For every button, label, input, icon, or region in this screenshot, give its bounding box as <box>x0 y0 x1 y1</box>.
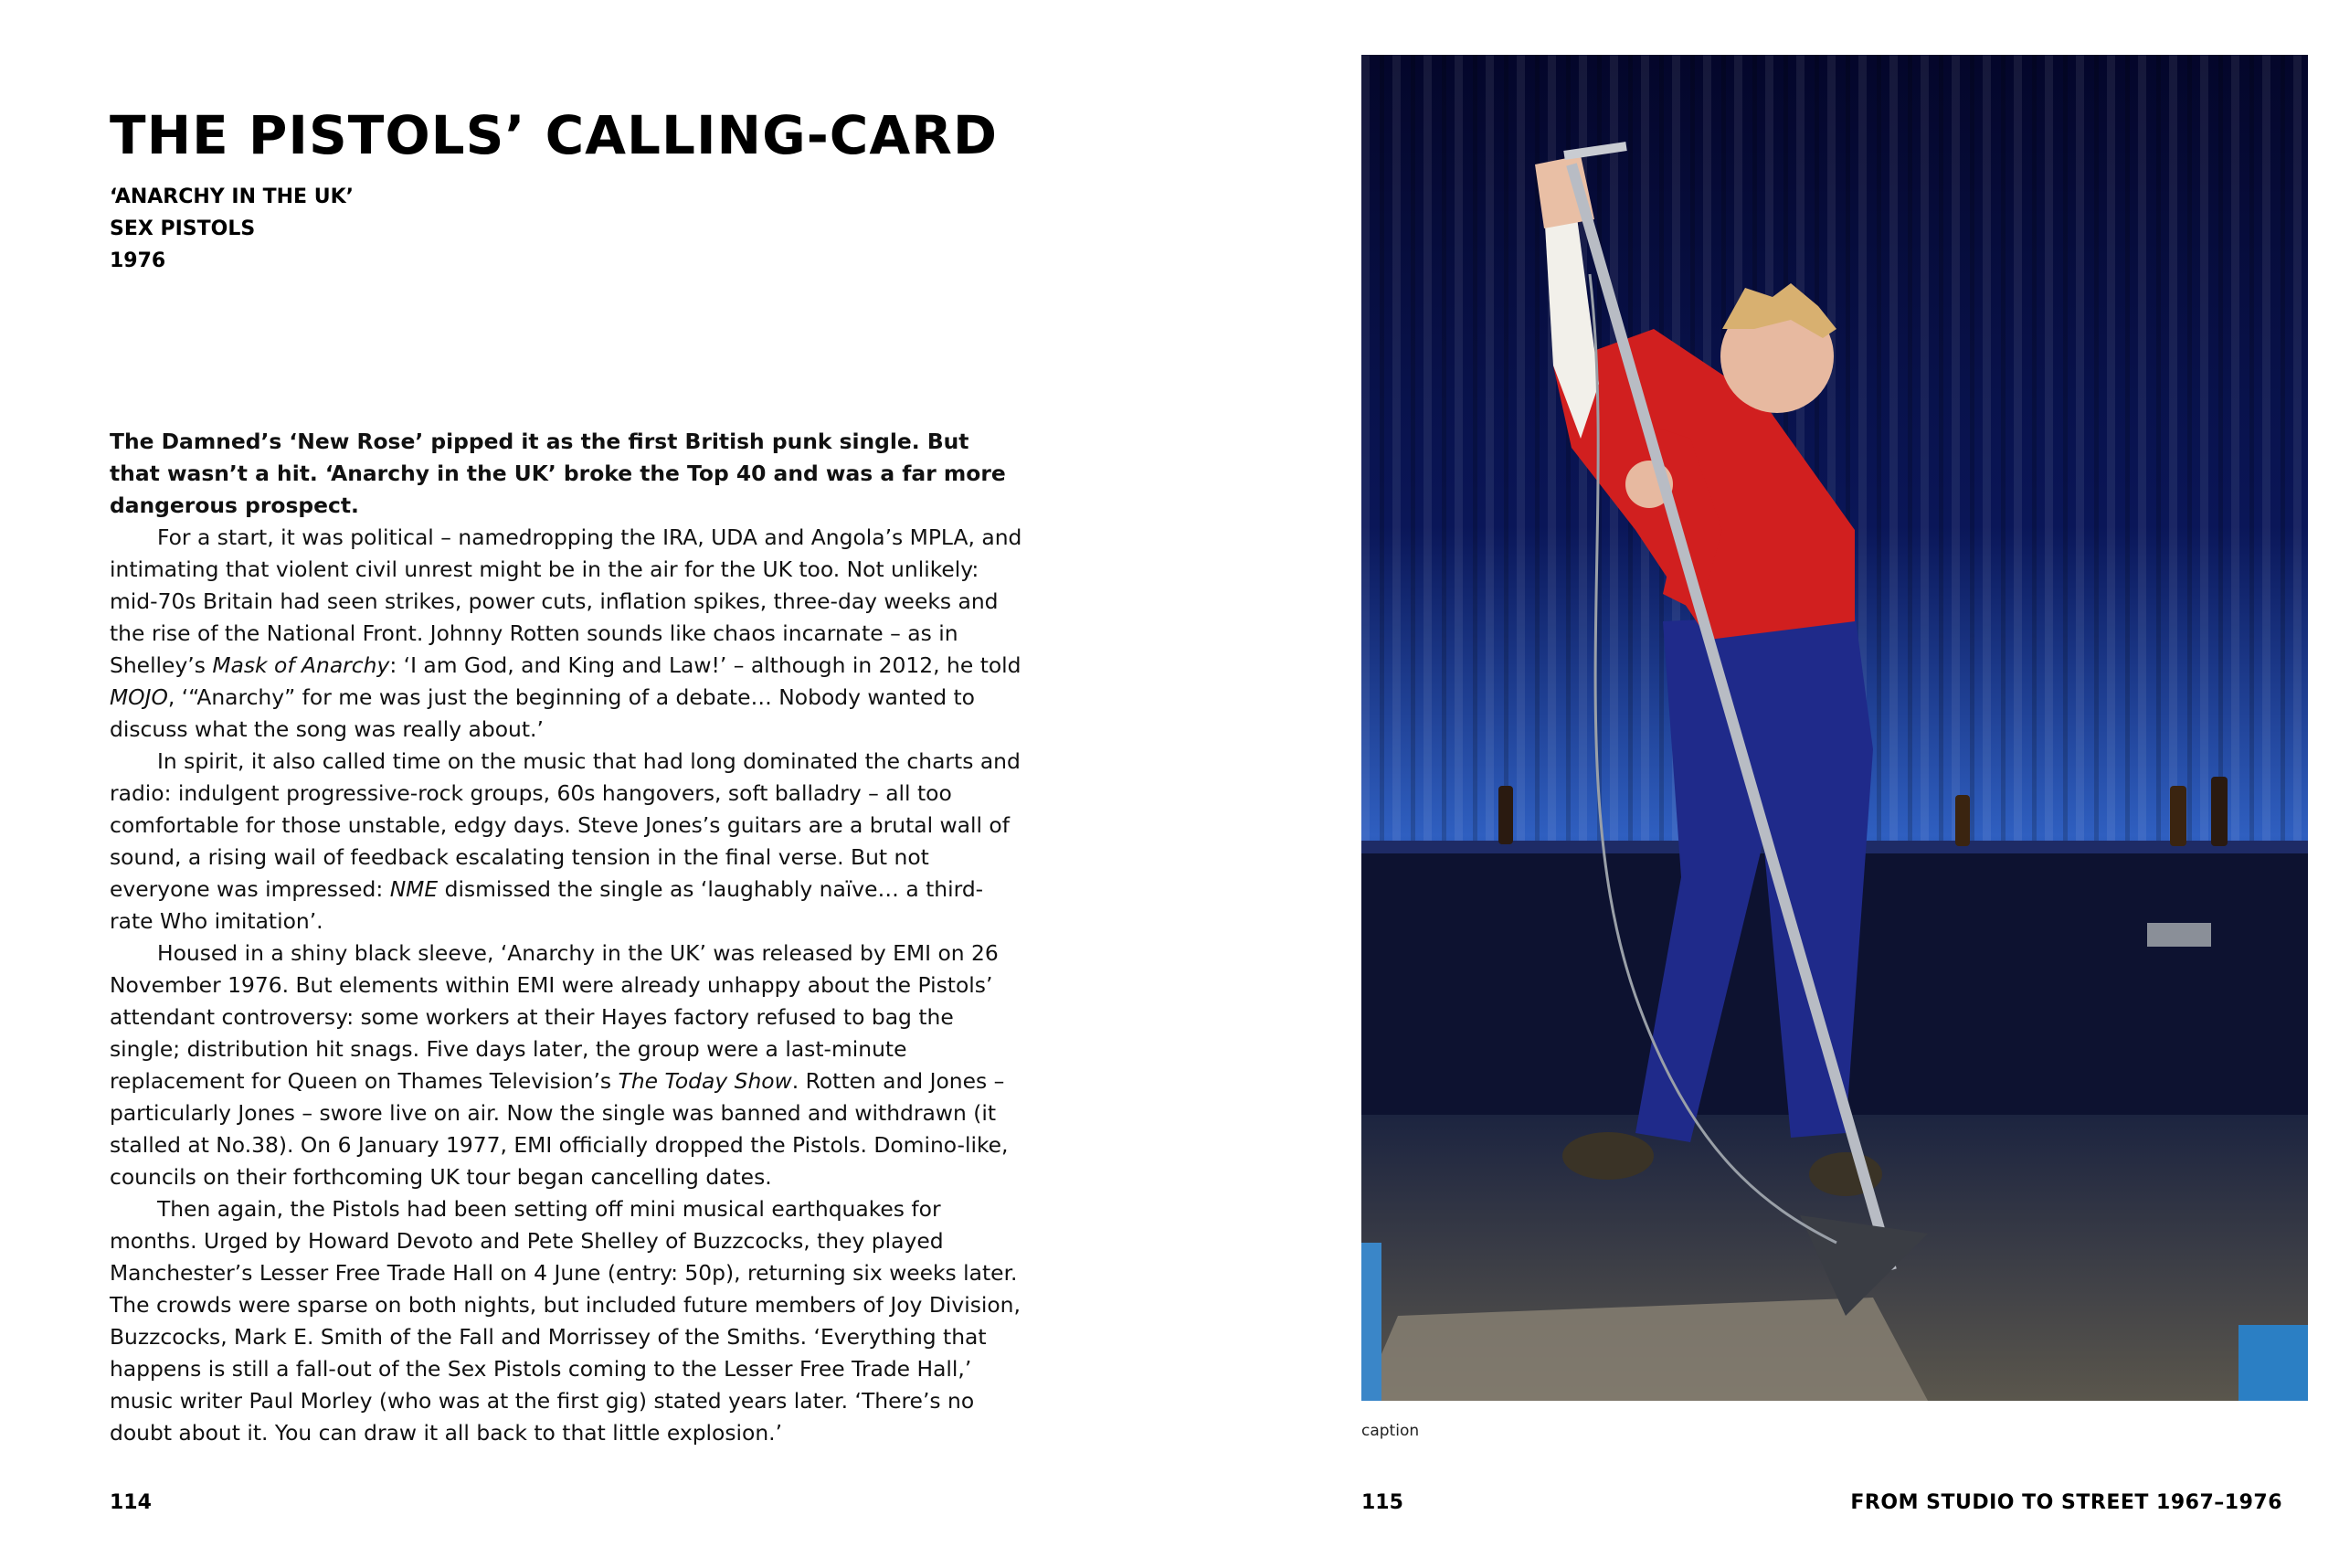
photo-caption: caption <box>1361 1422 1420 1440</box>
italic-title: MOJO <box>110 684 168 710</box>
concert-photo <box>1361 55 2308 1401</box>
article-body <box>110 426 1023 1449</box>
page-title: THE PISTOLS’ CALLING-CARD <box>110 104 999 166</box>
text-run: : ‘I am God, and King and Law!’ – although in 2012, he told <box>389 652 1021 678</box>
page-number-left: 114 <box>110 1491 152 1514</box>
song-meta <box>110 181 354 277</box>
lead-paragraph <box>110 426 1023 522</box>
body-paragraph <box>110 1193 1023 1449</box>
page-number-right: 115 <box>1361 1491 1403 1514</box>
text-run: , ‘“Anarchy” for me was just the beginning of a debate… Nobody wanted to discuss what the song was really about.’ <box>110 684 975 742</box>
text-run: Then again, the Pistols had been setting off mini musical earthquakes for months. Urged by Howard Devoto and Pete Shelley of Buzzcocks, they played Manchester’s Lesser Free Trade Hall on 4 June (entry: 50p), returning six weeks later. The crowds were sparse on both nights, but included future members of Joy Division, Buzzcocks, Mark E. Smith of the Fall and Morrissey of the Smiths. ‘Everything that happens is still a fall-out of the Sex Pistols coming to the Lesser Free Trade Hall,’ music writer Paul Morley (who was at the first gig) stated years later. ‘There’s no doubt about it. You can draw it all back to that little explosion.’ <box>110 1196 1021 1446</box>
italic-title: The Today Show <box>618 1068 792 1094</box>
song-title: ‘ANARCHY IN THE UK’ <box>110 185 355 208</box>
text-run: In spirit, it also called time on the music that had long dominated the charts and radio: indulgent progressive-rock groups, 60s hangovers, soft balladry – all too comfortable for those unstable, edgy days. Steve Jones’s guitars are a brutal wall of sound, a rising wail of feedback escalating tension in the final verse. But not everyone was impressed: <box>110 748 1021 902</box>
right-page <box>1170 0 2339 1568</box>
release-year: 1976 <box>110 249 166 272</box>
text-run: For a start, it was political – namedropping the IRA, UDA and Angola’s MPLA, and intimating that violent civil unrest might be in the air for the UK too. Not unlikely: mid-70s Britain had seen strikes, power cuts, inflation spikes, three-day weeks and the rise of the National Front. Johnny Rotten sounds like chaos incarnate – as in Shelley’s <box>110 524 1022 678</box>
text-run: . Rotten and Jones – particularly Jones – swore live on air. Now the single was banned and withdrawn (it stalled at No.38). On 6 January 1977, EMI officially dropped the Pistols. Domino-like, councils on their forthcoming UK tour began cancelling dates. <box>110 1068 1009 1190</box>
italic-title: NME <box>389 876 439 902</box>
artist-name: SEX PISTOLS <box>110 217 256 240</box>
body-paragraph <box>110 746 1023 938</box>
text-run: dismissed the single as ‘laughably naïve… a third-rate Who imitation’. <box>110 876 984 934</box>
italic-title: Mask of Anarchy <box>212 652 390 678</box>
body-paragraph <box>110 938 1023 1193</box>
text-run: The Damned’s ‘New Rose’ pipped it as the first British punk single. But that wasn’t a hit. ‘Anarchy in the UK’ broke the Top 40 and was a far more dangerous prospect. <box>110 429 1006 518</box>
running-head: FROM STUDIO TO STREET 1967–1976 <box>1850 1491 2282 1514</box>
text-run: Housed in a shiny black sleeve, ‘Anarchy in the UK’ was released by EMI on 26 November 1976. But elements within EMI were already unhappy about the Pistols’ attendant controversy: some workers at their Hayes factory refused to bag the single; distribution hit snags. Five days later, the group were a last-minute replacement for Queen on Thames Television’s <box>110 940 999 1094</box>
body-paragraph <box>110 522 1023 746</box>
